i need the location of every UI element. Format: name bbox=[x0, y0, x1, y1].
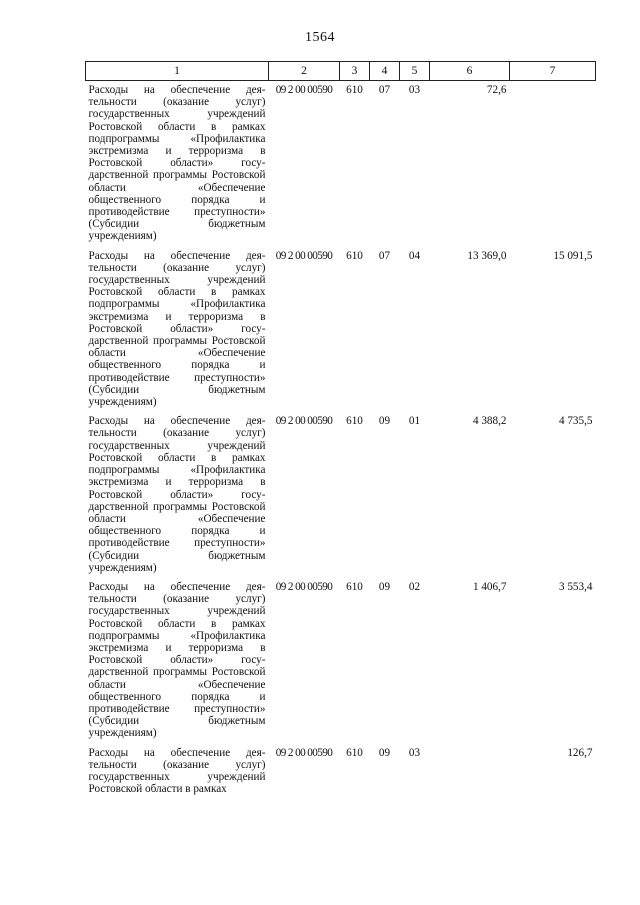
row-subsection: 03 bbox=[408, 746, 421, 759]
table-row bbox=[86, 81, 596, 247]
row-amount-col6 bbox=[430, 744, 510, 800]
row-subsection: 01 bbox=[408, 415, 421, 428]
row-expense-type: 610 bbox=[346, 415, 363, 428]
row-expense-type: 610 bbox=[346, 746, 363, 759]
row-subsection: 02 bbox=[408, 580, 421, 593]
row-amount-col7: 4 735,5 bbox=[558, 415, 593, 428]
row-target-code: 09 2 00 00590 bbox=[275, 415, 333, 428]
row-subsection: 03 bbox=[408, 84, 421, 96]
column-header-3: 3 bbox=[340, 62, 370, 81]
row-amount-col7 bbox=[510, 81, 596, 247]
row-description: Расходы на обеспечение деятельности (оказание услуг) государственных учреждений Ростовской области в рамках подпрограммы «Профилактика экстремизма и терроризма в Ростовской области» государственной программы Ростовской области «Обеспечение общественного порядка и противодействие преступности» (Субсидии бюджетным учреждениям) bbox=[88, 415, 266, 574]
row-section: 09 bbox=[378, 580, 391, 593]
row-description: Расходы на обеспечение деятельности (оказание услуг) государственных учреждений Ростовской области в рамках подпрограммы «Профилактика экстремизма и терроризма в Ростовской области» государственной программы Ростовской области «Обеспечение общественного порядка и противодействие преступности» (Субсидии бюджетным учреждениям) bbox=[88, 249, 266, 409]
row-amount-col6: 1 406,7 bbox=[472, 580, 507, 593]
budget-table bbox=[85, 61, 596, 799]
row-expense-type: 610 bbox=[346, 84, 363, 96]
table-header-row bbox=[86, 62, 596, 81]
row-expense-type: 610 bbox=[346, 580, 363, 593]
column-header-5: 5 bbox=[400, 62, 430, 81]
column-header-1: 1 bbox=[86, 62, 269, 81]
row-target-code: 09 2 00 00590 bbox=[275, 84, 333, 96]
row-amount-col7: 3 553,4 bbox=[558, 580, 593, 593]
row-description: Расходы на обеспечение деятельности (оказание услуг) государственных учреждений Ростовской области в рамках подпрограммы «Профилактика экстремизма и терроризма в Ростовской области» государственной программы Ростовской области «Обеспечение общественного порядка и противодействие преступности» (Субсидии бюджетным учреждениям) bbox=[88, 84, 266, 243]
table-row bbox=[86, 412, 596, 578]
table-row bbox=[86, 247, 596, 413]
row-description: Расходы на обеспечение деятельности (оказание услуг) государственных учреждений Ростовской области в рамках подпрограммы «Профилактика экстремизма и терроризма в Ростовской области» государственной программы Ростовской области «Обеспечение общественного порядка и противодействие преступности» (Субсидии бюджетным учреждениям) bbox=[88, 580, 266, 740]
column-header-2: 2 bbox=[269, 62, 340, 81]
row-amount-col6: 72,6 bbox=[486, 84, 507, 96]
row-target-code: 09 2 00 00590 bbox=[275, 580, 333, 593]
row-section: 07 bbox=[378, 84, 391, 96]
table-row bbox=[86, 578, 596, 744]
row-description: Расходы на обеспечение деятельности (оказание услуг) государственных учреждений Ростовской области в рамках bbox=[88, 746, 266, 796]
row-target-code: 09 2 00 00590 bbox=[275, 249, 333, 262]
row-amount-col7: 126,7 bbox=[567, 746, 593, 759]
row-section: 07 bbox=[378, 249, 391, 262]
row-subsection: 04 bbox=[408, 249, 421, 262]
row-amount-col6: 13 369,0 bbox=[467, 249, 507, 262]
row-expense-type: 610 bbox=[346, 249, 363, 262]
row-section: 09 bbox=[378, 415, 391, 428]
row-target-code: 09 2 00 00590 bbox=[275, 746, 333, 759]
page-number: 1564 bbox=[305, 30, 335, 45]
row-amount-col6: 4 388,2 bbox=[472, 415, 507, 428]
row-section: 09 bbox=[378, 746, 391, 759]
row-amount-col7: 15 091,5 bbox=[553, 249, 593, 262]
column-header-7: 7 bbox=[510, 62, 596, 81]
column-header-4: 4 bbox=[370, 62, 400, 81]
table-row bbox=[86, 744, 596, 800]
column-header-6: 6 bbox=[430, 62, 510, 81]
